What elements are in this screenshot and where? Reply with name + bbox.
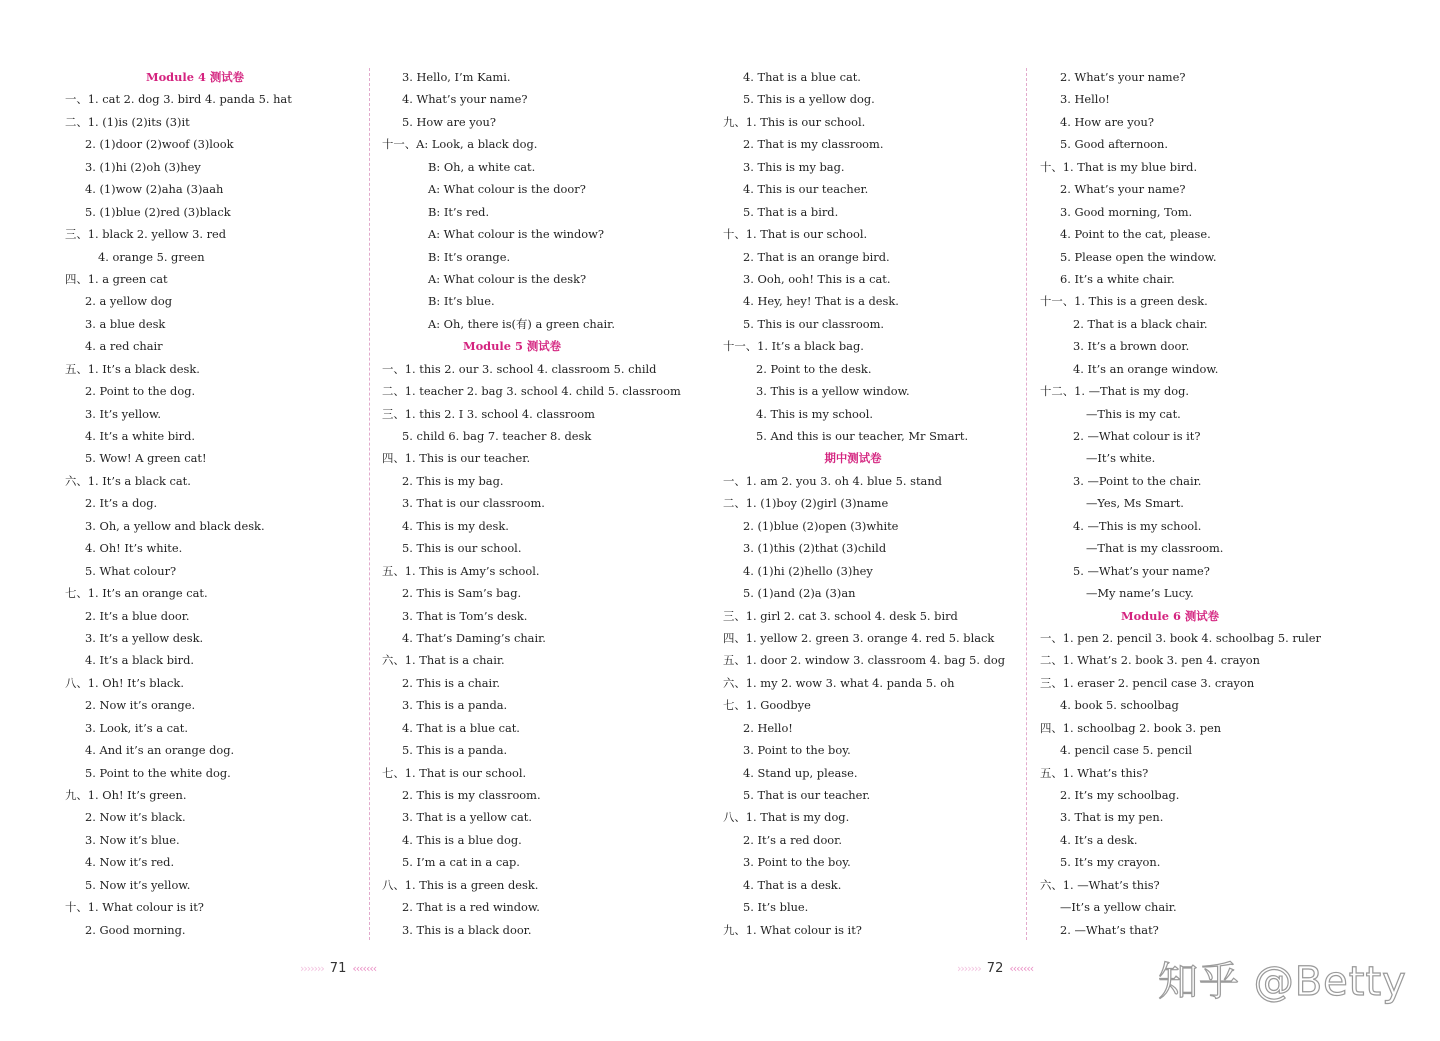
answer-line: B: It’s blue.: [428, 294, 495, 309]
answer-line: 十二、1. —That is my dog.: [1040, 384, 1190, 399]
answer-line: A: What colour is the door?: [428, 182, 586, 197]
answer-line: 三、1. this 2. I 3. school 4. classroom: [382, 406, 595, 421]
section-heading: Module 4 测试卷: [145, 70, 245, 84]
answer-line: 4. This is a blue dog.: [402, 832, 522, 847]
answer-line: 五、1. It’s a black desk.: [65, 361, 200, 376]
column-divider-left: [369, 68, 370, 940]
answer-line: A: What colour is the desk?: [428, 271, 587, 286]
answer-line: 3. Point to the boy.: [743, 855, 851, 870]
answer-line: 4. pencil case 5. pencil: [1060, 743, 1193, 758]
answer-line: 三、1. eraser 2. pencil case 3. crayon: [1040, 675, 1255, 690]
answer-line: 2. —What’s that?: [1060, 922, 1159, 937]
answer-line: 2. That is a red window.: [402, 900, 540, 915]
answer-line: 3. Hello, I’m Kami.: [402, 70, 511, 84]
answer-line: 十一、1. This is a green desk.: [1040, 294, 1208, 309]
answer-line: 4. It’s a desk.: [1060, 832, 1138, 847]
answer-line: 3. It’s yellow.: [85, 406, 161, 421]
answer-line: 2. It’s a blue door.: [85, 608, 190, 623]
answer-line: 四、1. This is our teacher.: [382, 451, 531, 466]
answer-line: 八、1. Oh! It’s black.: [65, 675, 184, 690]
answer-line: 十、1. That is our school.: [723, 227, 868, 242]
section-heading: 期中测试卷: [824, 451, 882, 466]
answer-line: 4. Oh! It’s white.: [85, 541, 183, 556]
answer-line: 2. That is an orange bird.: [743, 249, 890, 264]
answer-line: 5. Please open the window.: [1060, 249, 1217, 264]
answer-line: 3. (1)this (2)that (3)child: [743, 541, 887, 556]
answer-line: 5. (1)and (2)a (3)an: [743, 586, 856, 601]
answer-line: 5. This is our classroom.: [743, 316, 884, 331]
answer-line: 六、1. It’s a black cat.: [65, 473, 191, 488]
answer-line: 2. Point to the dog.: [85, 384, 196, 399]
answer-line: 2. This is Sam’s bag.: [402, 586, 522, 601]
answer-column-2: [382, 66, 682, 941]
answer-line: 4. Point to the cat, please.: [1060, 227, 1211, 242]
answer-line: 2. (1)blue (2)open (3)white: [743, 518, 899, 533]
answer-line: 3. This is my bag.: [743, 159, 845, 174]
arrow-right-decoration: ›››››››: [957, 961, 981, 975]
answer-line: 十一、A: Look, a black dog.: [382, 137, 538, 152]
answer-line: 四、1. schoolbag 2. book 3. pen: [1040, 720, 1222, 735]
answer-column-3: [723, 66, 1023, 941]
answer-line: 七、1. That is our school.: [382, 765, 527, 780]
answer-line: 4. That is a blue cat.: [743, 70, 861, 84]
answer-line: 2. a yellow dog: [85, 294, 173, 309]
section-heading: Module 5 测试卷: [462, 339, 562, 354]
answer-line: 八、1. That is my dog.: [723, 810, 850, 825]
answer-line: 3. This is a panda.: [402, 698, 508, 713]
answer-line: 2. —What colour is it?: [1073, 429, 1201, 443]
page-number-left: [300, 958, 376, 978]
answer-line: 4. How are you?: [1060, 114, 1154, 129]
answer-line: 十一、1. It’s a black bag.: [723, 339, 864, 354]
answer-line: 5. That is a bird.: [743, 204, 839, 219]
answer-line: 3. Hello!: [1060, 92, 1110, 107]
answer-line: 四、1. a green cat: [65, 271, 168, 286]
answer-line: 5. This is a panda.: [402, 743, 508, 758]
answer-line: 3. Point to the boy.: [743, 743, 851, 758]
answer-line: —This is my cat.: [1086, 406, 1181, 421]
answer-line: 4. Stand up, please.: [743, 765, 858, 780]
answer-line: 6. It’s a white chair.: [1060, 271, 1175, 286]
answer-line: 一、1. pen 2. pencil 3. book 4. schoolbag 5. ruler: [1040, 630, 1321, 645]
answer-line: 2. It’s my schoolbag.: [1060, 788, 1180, 802]
answer-line: 3. (1)hi (2)oh (3)hey: [85, 159, 201, 174]
answer-line: 5. —What’s your name?: [1073, 563, 1210, 578]
answer-line: B: It’s red.: [428, 204, 490, 219]
answer-line: 5. How are you?: [402, 114, 496, 129]
section-heading: Module 6 测试卷: [1120, 608, 1220, 623]
answer-line: 3. —Point to the chair.: [1073, 473, 1202, 488]
answer-line: 五、1. This is Amy’s school.: [382, 563, 540, 578]
answer-line: 一、1. cat 2. dog 3. bird 4. panda 5. hat: [65, 92, 292, 107]
answer-line: 4. book 5. schoolbag: [1060, 698, 1179, 713]
answer-line: 2. What’s your name?: [1060, 70, 1186, 84]
answer-column-4: [1040, 66, 1340, 941]
answer-line: 4. That is a desk.: [743, 877, 842, 892]
answer-line: 3. It’s a yellow desk.: [85, 630, 204, 645]
answer-line: 九、1. What colour is it?: [723, 922, 862, 937]
answer-line: 3. Good morning, Tom.: [1060, 204, 1193, 219]
answer-line: 2. This is a chair.: [402, 675, 501, 690]
answer-line: 3. That is our classroom.: [402, 496, 545, 511]
answer-line: 3. Ooh, ooh! This is a cat.: [743, 271, 891, 286]
answer-line: 二、1. teacher 2. bag 3. school 4. child 5. classroom: [382, 384, 681, 399]
answer-line: 十、1. That is my blue bird.: [1040, 159, 1198, 174]
answer-line: 二、1. (1)boy (2)girl (3)name: [723, 496, 889, 511]
answer-line: —Yes, Ms Smart.: [1086, 496, 1184, 511]
arrow-right-decoration: ›››››››: [300, 961, 324, 975]
arrow-left-decoration: ‹‹‹‹‹‹‹: [352, 961, 377, 975]
answer-line: 3. That is my pen.: [1060, 810, 1164, 825]
answer-line: A: What colour is the window?: [428, 227, 604, 242]
answer-line: 2. Point to the desk.: [756, 361, 872, 376]
answer-line: 5. (1)blue (2)red (3)black: [85, 204, 231, 219]
answer-line: 2. That is my classroom.: [743, 137, 884, 152]
answer-line: 4. —This is my school.: [1073, 518, 1202, 533]
answer-line: 六、1. —What’s this?: [1040, 877, 1160, 892]
answer-line: A: Oh, there is(有) a green chair.: [428, 316, 615, 331]
page-number-right: [957, 958, 1033, 978]
answer-line: 4. This is our teacher.: [743, 182, 869, 197]
column-divider-right: [1026, 68, 1027, 940]
answer-line: 4. a red chair: [85, 339, 163, 354]
answer-line: —It’s a yellow chair.: [1060, 900, 1177, 915]
answer-line: B: It’s orange.: [428, 249, 511, 264]
answer-line: 2. Now it’s black.: [85, 810, 186, 825]
answer-line: 三、1. girl 2. cat 3. school 4. desk 5. bird: [723, 608, 958, 623]
answer-line: 七、1. It’s an orange cat.: [65, 586, 208, 601]
answer-line: 一、1. am 2. you 3. oh 4. blue 5. stand: [723, 473, 942, 488]
answer-line: 五、1. door 2. window 3. classroom 4. bag 5. dog: [723, 653, 1006, 668]
answer-line: 七、1. Goodbye: [723, 698, 811, 713]
answer-line: 六、1. my 2. wow 3. what 4. panda 5. oh: [723, 675, 955, 690]
answer-line: 3. Now it’s blue.: [85, 832, 180, 847]
answer-line: B: Oh, a white cat.: [428, 159, 536, 174]
answer-line: 4. That is a blue cat.: [402, 720, 520, 735]
answer-line: 4. That’s Daming’s chair.: [402, 630, 546, 645]
answer-line: 4. Now it’s red.: [85, 855, 175, 870]
answer-line: 4. It’s an orange window.: [1073, 361, 1219, 376]
answer-line: 4. What’s your name?: [402, 92, 528, 107]
answer-line: 3. Look, it’s a cat.: [85, 720, 188, 735]
answer-line: —That is my classroom.: [1086, 541, 1224, 556]
answer-line: 5. And this is our teacher, Mr Smart.: [756, 429, 969, 443]
answer-line: 3. That is Tom’s desk.: [402, 608, 528, 623]
answer-line: 5. Wow! A green cat!: [85, 451, 207, 466]
answer-line: —My name’s Lucy.: [1086, 586, 1194, 601]
answer-line: 十、1. What colour is it?: [65, 900, 204, 915]
answer-line: 5. What colour?: [85, 563, 177, 578]
answer-line: 4. (1)hi (2)hello (3)hey: [743, 563, 873, 578]
answer-line: 2. Hello!: [743, 720, 793, 735]
answer-line: 3. That is a yellow cat.: [402, 810, 532, 825]
answer-column-1: [65, 66, 365, 941]
answer-line: 3. It’s a brown door.: [1073, 339, 1190, 354]
answer-line: 2. It’s a dog.: [85, 496, 158, 511]
answer-line: 九、1. Oh! It’s green.: [65, 788, 187, 802]
answer-line: 5. This is a yellow dog.: [743, 92, 875, 107]
answer-line: 5. Good afternoon.: [1060, 137, 1168, 152]
answer-line: 2. This is my classroom.: [402, 788, 541, 802]
answer-line: 4. And it’s an orange dog.: [85, 743, 235, 758]
answer-line: 2. What’s your name?: [1060, 182, 1186, 197]
page-number-text: 72: [986, 960, 1004, 976]
answer-line: 3. This is a yellow window.: [756, 384, 910, 399]
answer-line: 2. That is a black chair.: [1073, 316, 1208, 331]
answer-line: 2. This is my bag.: [402, 473, 504, 488]
answer-line: 2. Now it’s orange.: [85, 698, 196, 713]
answer-line: 2. Good morning.: [85, 922, 186, 937]
answer-line: 4. orange 5. green: [98, 249, 205, 264]
answer-line: 3. a blue desk: [85, 316, 166, 331]
answer-line: 三、1. black 2. yellow 3. red: [65, 227, 227, 242]
answer-line: 九、1. This is our school.: [723, 114, 866, 129]
answer-line: 5. Point to the white dog.: [85, 765, 231, 780]
arrow-left-decoration: ‹‹‹‹‹‹‹: [1009, 961, 1034, 975]
answer-line: 5. Now it’s yellow.: [85, 877, 191, 892]
answer-line: 一、1. this 2. our 3. school 4. classroom 5. child: [382, 361, 657, 376]
page-number-text: 71: [329, 960, 347, 976]
answer-line: 2. (1)door (2)woof (3)look: [85, 137, 234, 152]
answer-line: 二、1. (1)is (2)its (3)it: [65, 114, 190, 129]
answer-line: 4. Hey, hey! That is a desk.: [743, 294, 899, 309]
answer-line: 3. Oh, a yellow and black desk.: [85, 518, 265, 533]
answer-line: 5. It’s blue.: [743, 900, 809, 915]
answer-line: 2. It’s a red door.: [743, 832, 842, 847]
answer-line: 5. This is our school.: [402, 541, 522, 556]
answer-line: 四、1. yellow 2. green 3. orange 4. red 5. black: [723, 630, 995, 645]
answer-line: 五、1. What’s this?: [1040, 765, 1149, 780]
answer-line: 4. This is my school.: [756, 406, 874, 421]
answer-line: 八、1. This is a green desk.: [382, 877, 539, 892]
answer-line: 4. This is my desk.: [402, 518, 509, 533]
answer-line: 5. It’s my crayon.: [1060, 855, 1161, 870]
answer-line: 4. (1)wow (2)aha (3)aah: [85, 182, 224, 197]
answer-line: 5. That is our teacher.: [743, 788, 871, 802]
answer-line: —It’s white.: [1086, 451, 1156, 466]
answer-line: 4. It’s a black bird.: [85, 653, 194, 668]
answer-line: 3. This is a black door.: [402, 922, 532, 937]
answer-line: 4. It’s a white bird.: [85, 429, 196, 443]
watermark: 知乎 @Betty: [1158, 959, 1407, 1005]
answer-line: 二、1. What’s 2. book 3. pen 4. crayon: [1040, 653, 1260, 668]
answer-line: 5. child 6. bag 7. teacher 8. desk: [402, 429, 592, 443]
answer-line: 5. I’m a cat in a cap.: [402, 855, 520, 870]
answer-line: 六、1. That is a chair.: [382, 653, 505, 668]
